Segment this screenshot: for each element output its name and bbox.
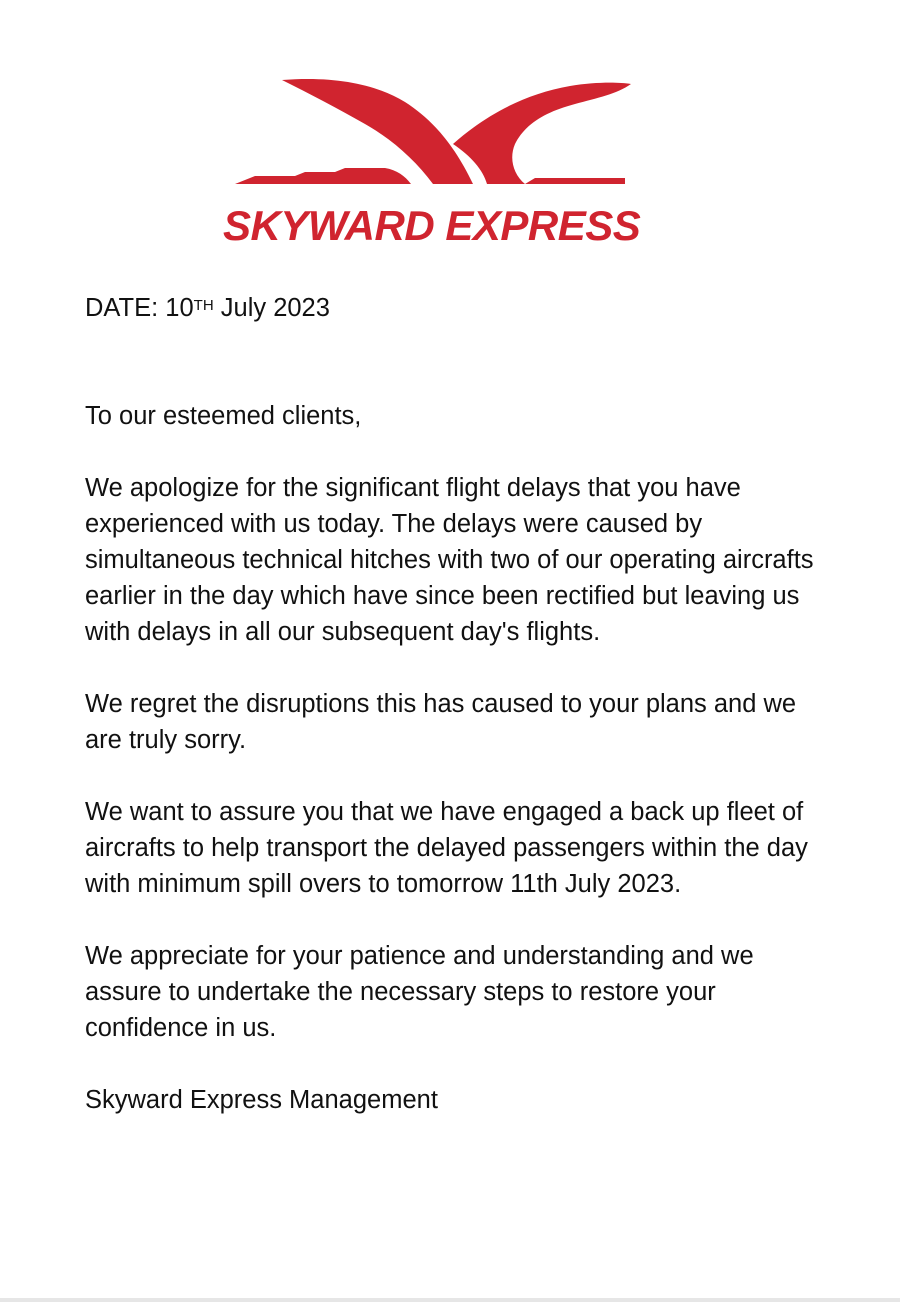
brand-wordmark: SKYWARD EXPRESS — [223, 202, 641, 249]
date-label: DATE: — [85, 294, 159, 322]
company-logo — [223, 74, 641, 258]
letter-paragraph: We regret the disruptions this has caused to your plans and we are truly sorry. — [85, 690, 797, 754]
salutation: To our esteemed clients, — [85, 402, 362, 430]
letter-paragraph: We apologize for the significant flight delays that you have experienced with us today. The delays were caused by simultaneous technical hitches with two of our operating aircrafts earlier in the day which have since been rectified but leaving us with delays in all our subsequent day's flights. — [85, 474, 814, 646]
letter-paragraph: We want to assure you that we have engaged a back up fleet of aircrafts to help transport the delayed passengers within the day with minimum spill overs to tomorrow 11th July 2023. — [85, 798, 808, 898]
date-line — [85, 290, 825, 326]
date-month-year: July 2023 — [220, 294, 330, 322]
date-day: 10 — [165, 294, 194, 322]
airline-bird-wing-logo-icon — [225, 74, 635, 192]
signature: Skyward Express Management — [85, 1086, 438, 1114]
apology-letter — [85, 290, 825, 1118]
date-suffix: TH — [193, 297, 214, 314]
letter-paragraph: We appreciate for your patience and understanding and we assure to undertake the necessary steps to restore your confidence in us. — [85, 942, 754, 1042]
page-bottom-divider — [0, 1298, 900, 1302]
